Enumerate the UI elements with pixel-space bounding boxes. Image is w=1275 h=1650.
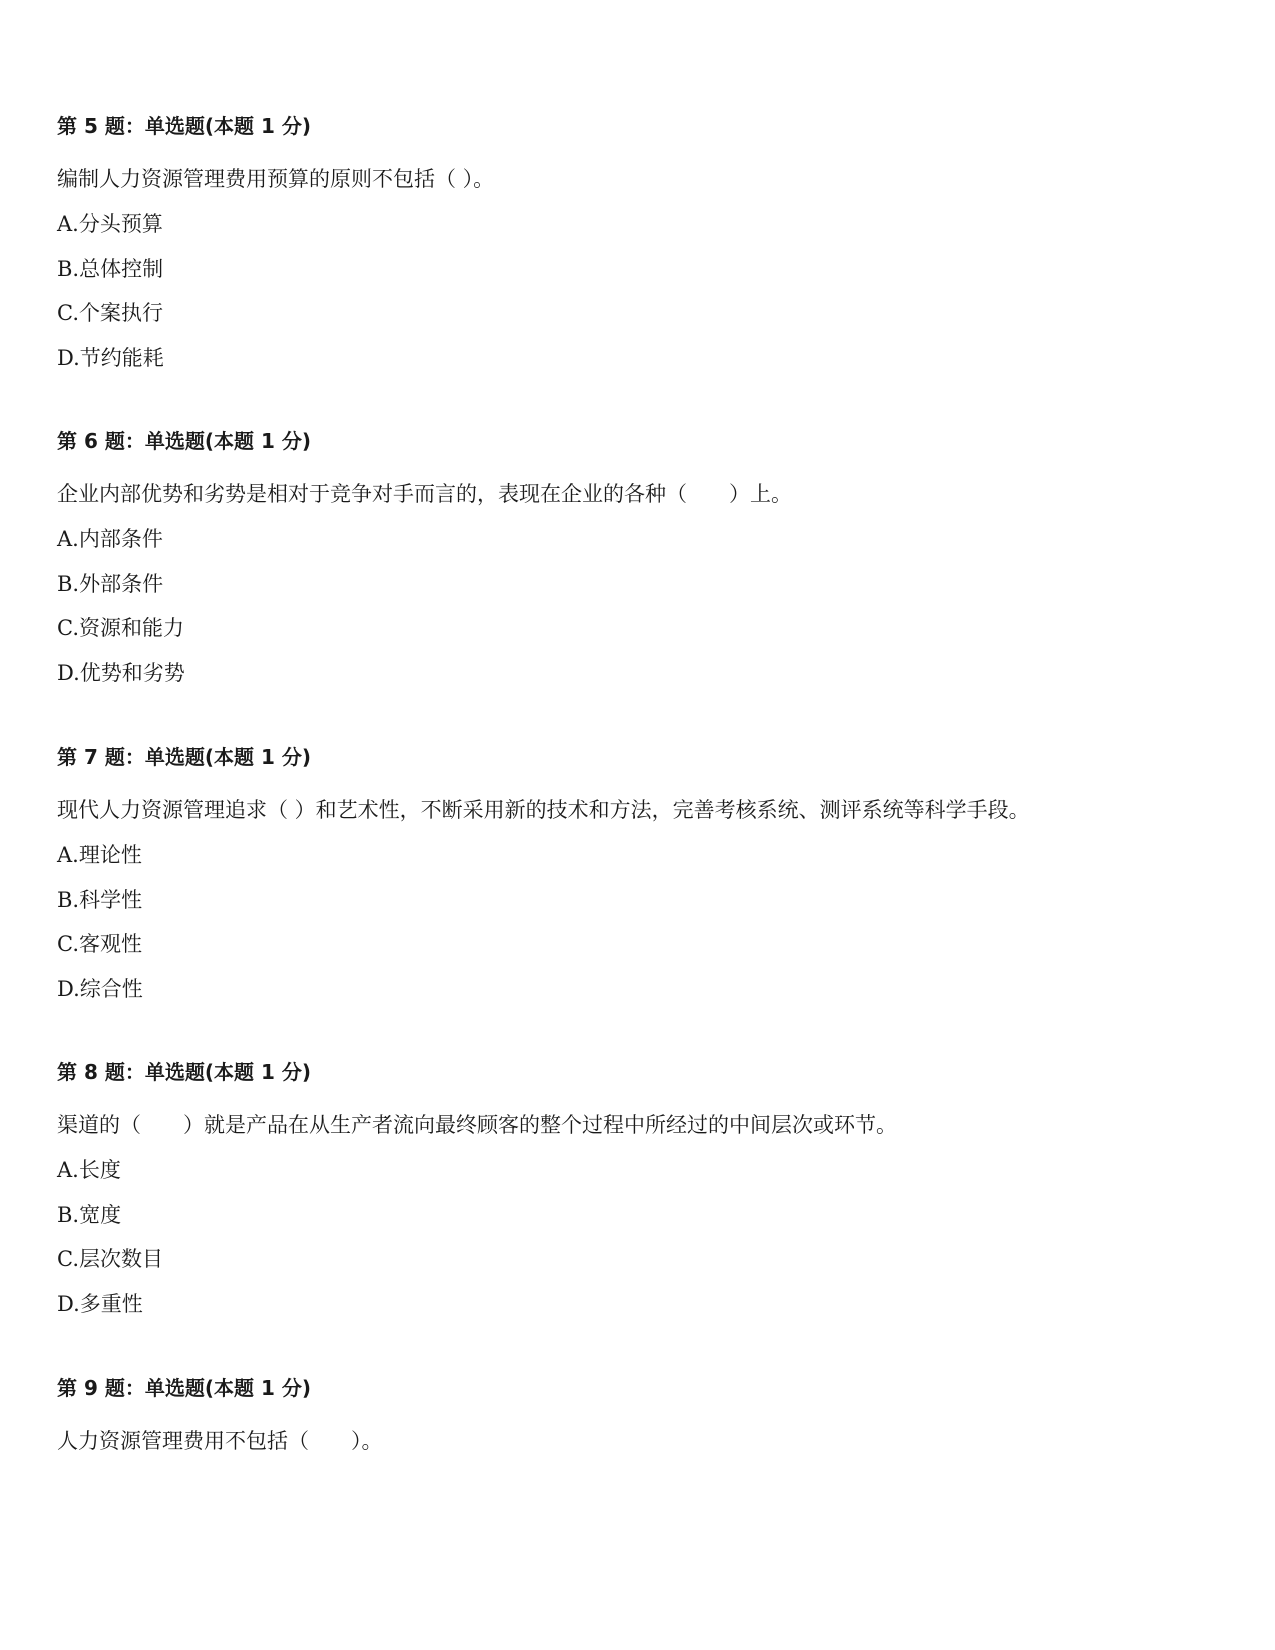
option-d: D.多重性 — [57, 1292, 143, 1316]
question-text: 企业内部优势和劣势是相对于竞争对手而言的，表现在企业的各种（ ）上。 — [57, 482, 792, 506]
question-header: 第 9 题：单选题(本题 1 分) — [57, 1376, 311, 1400]
question-text: 人力资源管理费用不包括（ ）。 — [57, 1429, 383, 1453]
question-text: 渠道的（ ）就是产品在从生产者流向最终顾客的整个过程中所经过的中间层次或环节。 — [57, 1113, 897, 1137]
option-a: A.内部条件 — [57, 527, 163, 551]
option-b: B.科学性 — [57, 888, 143, 912]
option-d: D.节约能耗 — [57, 346, 164, 370]
option-c: C.层次数目 — [57, 1247, 163, 1271]
option-b: B.外部条件 — [57, 572, 164, 596]
option-c: C.资源和能力 — [57, 616, 184, 640]
option-b: B.宽度 — [57, 1203, 122, 1227]
option-c: C.个案执行 — [57, 301, 163, 325]
option-a: A.理论性 — [57, 843, 142, 867]
question-header: 第 6 题：单选题(本题 1 分) — [57, 429, 311, 453]
question-text: 编制人力资源管理费用预算的原则不包括（ ）。 — [57, 167, 495, 191]
question-header: 第 7 题：单选题(本题 1 分) — [57, 745, 311, 769]
option-c: C.客观性 — [57, 932, 142, 956]
option-d: D.综合性 — [57, 977, 143, 1001]
question-text: 现代人力资源管理追求（ ）和艺术性，不断采用新的技术和方法，完善考核系统、测评系统等科学手段。 — [57, 798, 1030, 822]
question-header: 第 8 题：单选题(本题 1 分) — [57, 1060, 311, 1084]
option-a: A.分头预算 — [57, 212, 163, 236]
option-a: A.长度 — [57, 1158, 121, 1182]
option-b: B.总体控制 — [57, 257, 164, 281]
question-header: 第 5 题：单选题(本题 1 分) — [57, 114, 311, 138]
option-d: D.优势和劣势 — [57, 661, 185, 685]
